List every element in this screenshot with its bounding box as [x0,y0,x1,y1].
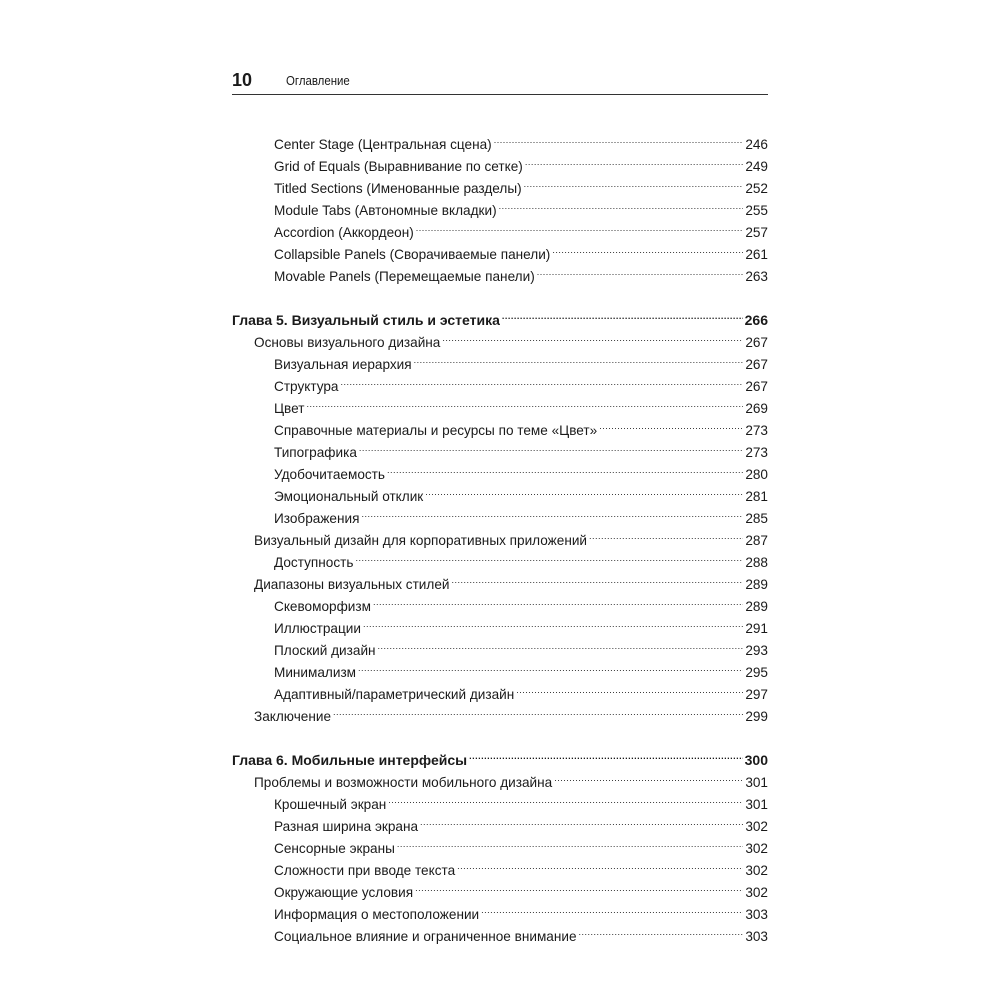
toc-chapter[interactable]: Глава 5. Визуальный стиль и эстетика ..... 266 [232,303,768,325]
toc-entry[interactable]: Структура ..... 267 [232,369,768,391]
toc-entry[interactable]: Типографика ..... 273 [232,435,768,457]
toc-entry[interactable]: Accordion (Аккордеон) ..... 257 [232,215,768,237]
toc-entry[interactable]: Скевоморфизм ..... 289 [232,589,768,611]
toc-entry[interactable]: Разная ширина экрана ..... 302 [232,809,768,831]
running-title: Оглавление [286,73,350,88]
toc-entry[interactable]: Изображения ..... 285 [232,501,768,523]
toc-entry[interactable]: Минимализм ..... 295 [232,655,768,677]
toc-entry[interactable]: Плоский дизайн ..... 293 [232,633,768,655]
toc-entry[interactable]: Цвет ..... 269 [232,391,768,413]
toc-entry[interactable]: Titled Sections (Именованные разделы) ..... 252 [232,171,768,193]
toc-entry[interactable]: Доступность ..... 288 [232,545,768,567]
toc-entry[interactable]: Визуальная иерархия ..... 267 [232,347,768,369]
toc-entry[interactable]: Крошечный экран ..... 301 [232,787,768,809]
toc-entry[interactable]: Окружающие условия ..... 302 [232,875,768,897]
toc-entry[interactable]: Module Tabs (Автономные вкладки) ..... 255 [232,193,768,215]
toc-entry[interactable]: Center Stage (Центральная сцена) ..... 246 [232,127,768,149]
toc-section[interactable]: Заключение ..... 299 [232,699,768,721]
toc-section[interactable]: Проблемы и возможности мобильного дизайна ..... 301 [232,765,768,787]
toc-entry[interactable]: Справочные материалы и ресурсы по теме «Цвет» ..... 273 [232,413,768,435]
toc-section[interactable]: Основы визуального дизайна ..... 267 [232,325,768,347]
toc-entry[interactable]: Сложности при вводе текста ..... 302 [232,853,768,875]
toc-entry[interactable]: Социальное влияние и ограниченное внимание ..... 303 [232,919,768,941]
toc-entry[interactable]: Movable Panels (Перемещаемые панели) ..... 263 [232,259,768,281]
toc-section[interactable]: Визуальный дизайн для корпоративных приложений ..... 287 [232,523,768,545]
page-header [232,68,768,95]
toc-section[interactable]: Диапазоны визуальных стилей ..... 289 [232,567,768,589]
toc-entry[interactable]: Эмоциональный отклик ..... 281 [232,479,768,501]
toc-entry[interactable]: Иллюстрации ..... 291 [232,611,768,633]
toc-chapter[interactable]: Глава 6. Мобильные интерфейсы ..... 300 [232,743,768,765]
toc-entry[interactable]: Информация о местоположении ..... 303 [232,897,768,919]
toc-entry[interactable]: Collapsible Panels (Сворачиваемые панели) ..... 261 [232,237,768,259]
page-number: 10 [232,70,253,90]
toc-entry[interactable]: Адаптивный/параметрический дизайн ..... 297 [232,677,768,699]
toc-entry[interactable]: Сенсорные экраны ..... 302 [232,831,768,853]
toc-entry[interactable]: Удобочитаемость ..... 280 [232,457,768,479]
table-of-contents [232,127,768,944]
toc-entry[interactable]: Grid of Equals (Выравнивание по сетке) ..... 249 [232,149,768,171]
